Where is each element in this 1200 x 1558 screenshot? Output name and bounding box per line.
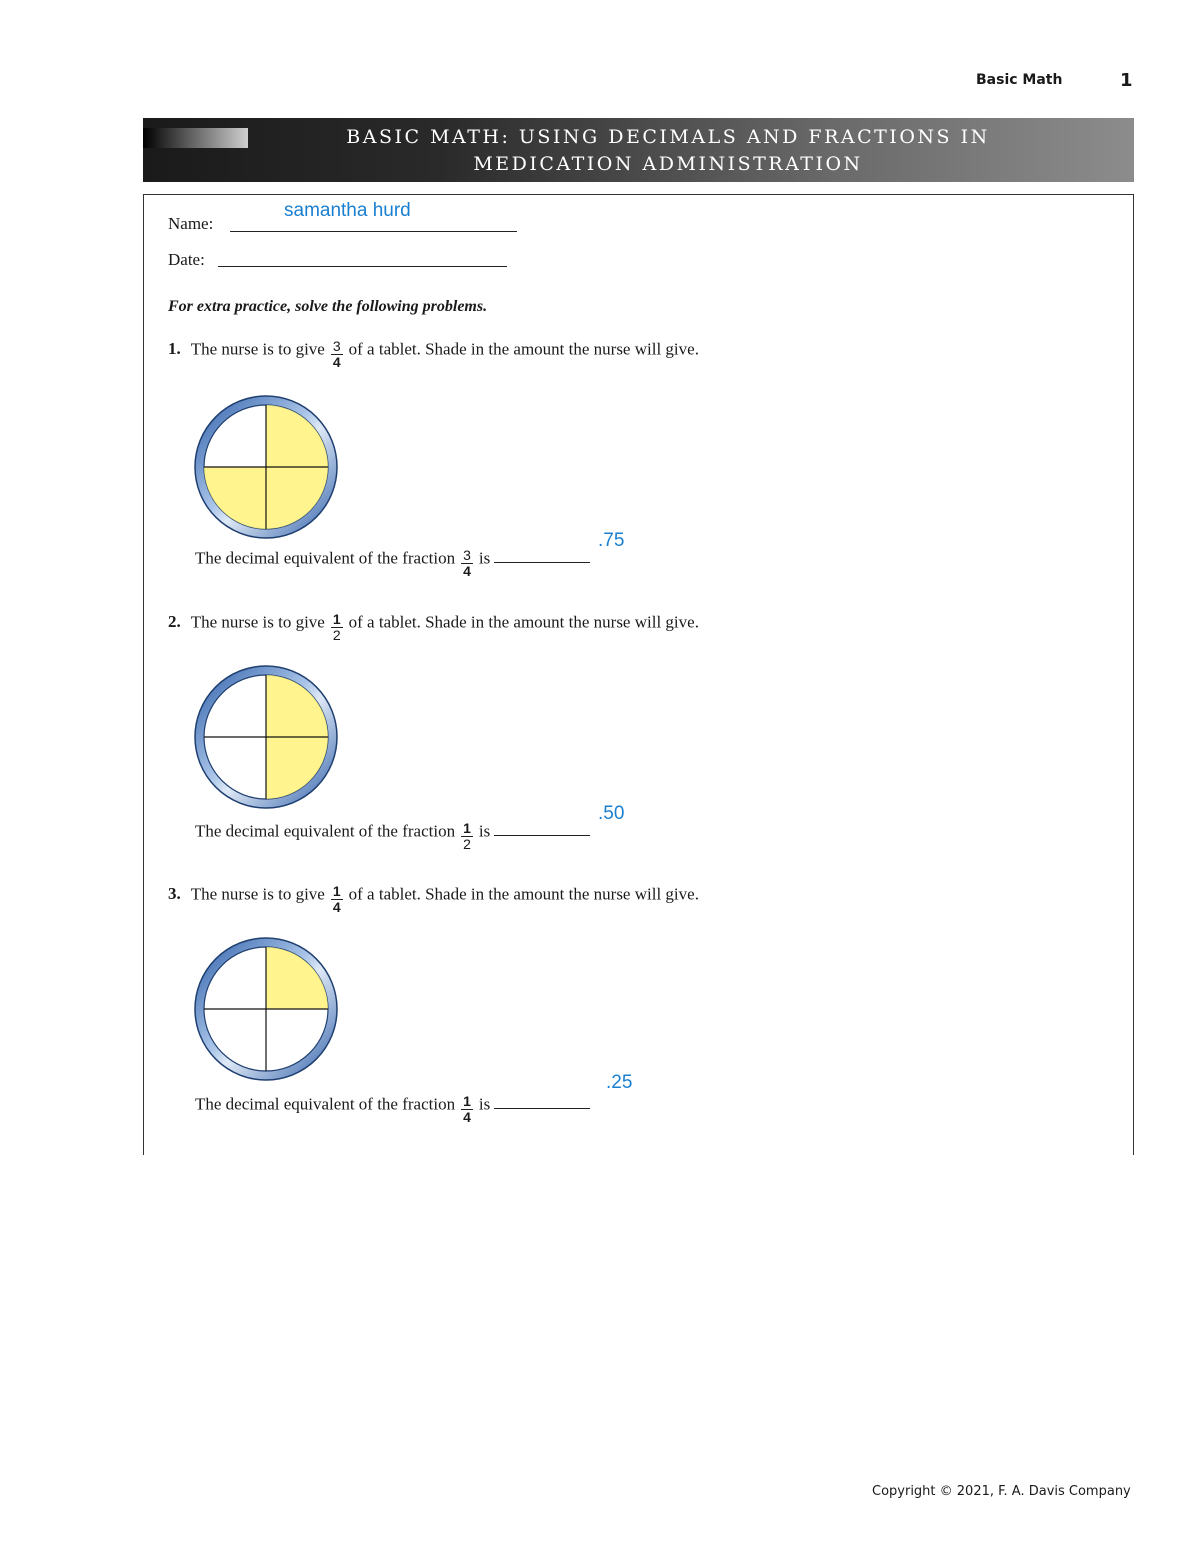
- denominator: 4: [463, 563, 471, 579]
- question-number: 3.: [168, 884, 181, 904]
- tablet-diagram-2[interactable]: [192, 663, 340, 811]
- title-banner: [143, 118, 1134, 182]
- question-number: 2.: [168, 612, 181, 632]
- date-label: Date:: [168, 250, 205, 269]
- title-line-1: BASIC MATH: USING DECIMALS AND FRACTIONS IN: [346, 126, 990, 148]
- prompt-after: of a tablet. Shade in the amount the nurse will give.: [348, 339, 699, 359]
- prompt-before: The nurse is to give: [190, 612, 325, 632]
- date-field[interactable]: [218, 265, 507, 267]
- answer-1[interactable]: .75: [598, 530, 625, 551]
- answer-blank[interactable]: [494, 1107, 590, 1109]
- shaded-portion: [266, 947, 328, 1009]
- worksheet-title: [293, 124, 1043, 178]
- denominator: 4: [463, 1109, 471, 1125]
- answer-blank[interactable]: [494, 834, 590, 836]
- fraction: [461, 548, 473, 579]
- fraction: [331, 339, 343, 370]
- question-number: 1.: [168, 339, 181, 359]
- fraction: [461, 821, 473, 852]
- question-2: [168, 608, 699, 643]
- name-field[interactable]: [230, 230, 517, 232]
- answer-blank[interactable]: [494, 561, 590, 563]
- denominator: 2: [463, 836, 471, 852]
- prompt-before: The nurse is to give: [190, 339, 325, 359]
- question-1: [168, 335, 699, 370]
- decimal-prompt: The decimal equivalent of the fraction: [195, 821, 456, 841]
- denominator: 4: [332, 354, 341, 370]
- is-label: is: [478, 548, 491, 568]
- decimal-prompt: The decimal equivalent of the fraction: [195, 1094, 456, 1114]
- decimal-row-1: [195, 544, 590, 579]
- banner-stripe: [143, 128, 248, 148]
- fraction: [331, 884, 343, 915]
- tablet-diagram-3[interactable]: [192, 935, 340, 1083]
- numerator: 1: [463, 820, 471, 836]
- decimal-row-3: [195, 1090, 590, 1125]
- numerator: 3: [463, 547, 471, 563]
- decimal-row-2: [195, 817, 590, 852]
- numerator: 3: [332, 338, 341, 354]
- prompt-after: of a tablet. Shade in the amount the nurse will give.: [348, 884, 699, 904]
- is-label: is: [478, 821, 491, 841]
- fraction: [461, 1094, 473, 1125]
- name-value[interactable]: samantha hurd: [284, 200, 411, 221]
- answer-2[interactable]: .50: [598, 803, 625, 824]
- name-label: Name:: [168, 214, 214, 233]
- question-3: [168, 880, 699, 915]
- prompt-before: The nurse is to give: [190, 884, 325, 904]
- prompt-after: of a tablet. Shade in the amount the nurse will give.: [348, 612, 699, 632]
- numerator: 1: [332, 883, 341, 899]
- decimal-prompt: The decimal equivalent of the fraction: [195, 548, 456, 568]
- instructions: For extra practice, solve the following problems.: [168, 298, 488, 315]
- numerator: 1: [332, 611, 341, 627]
- copyright-footer: Copyright © 2021, F. A. Davis Company: [872, 1484, 1131, 1499]
- denominator: 2: [332, 627, 341, 643]
- tablet-diagram-1[interactable]: [192, 393, 340, 541]
- numerator: 1: [463, 1093, 471, 1109]
- denominator: 4: [332, 899, 341, 915]
- fraction: [331, 612, 343, 643]
- running-head: Basic Math: [976, 72, 1063, 88]
- is-label: is: [478, 1094, 491, 1114]
- answer-3[interactable]: .25: [606, 1072, 633, 1093]
- page-number: 1: [1120, 70, 1133, 91]
- title-line-2: MEDICATION ADMINISTRATION: [473, 153, 863, 175]
